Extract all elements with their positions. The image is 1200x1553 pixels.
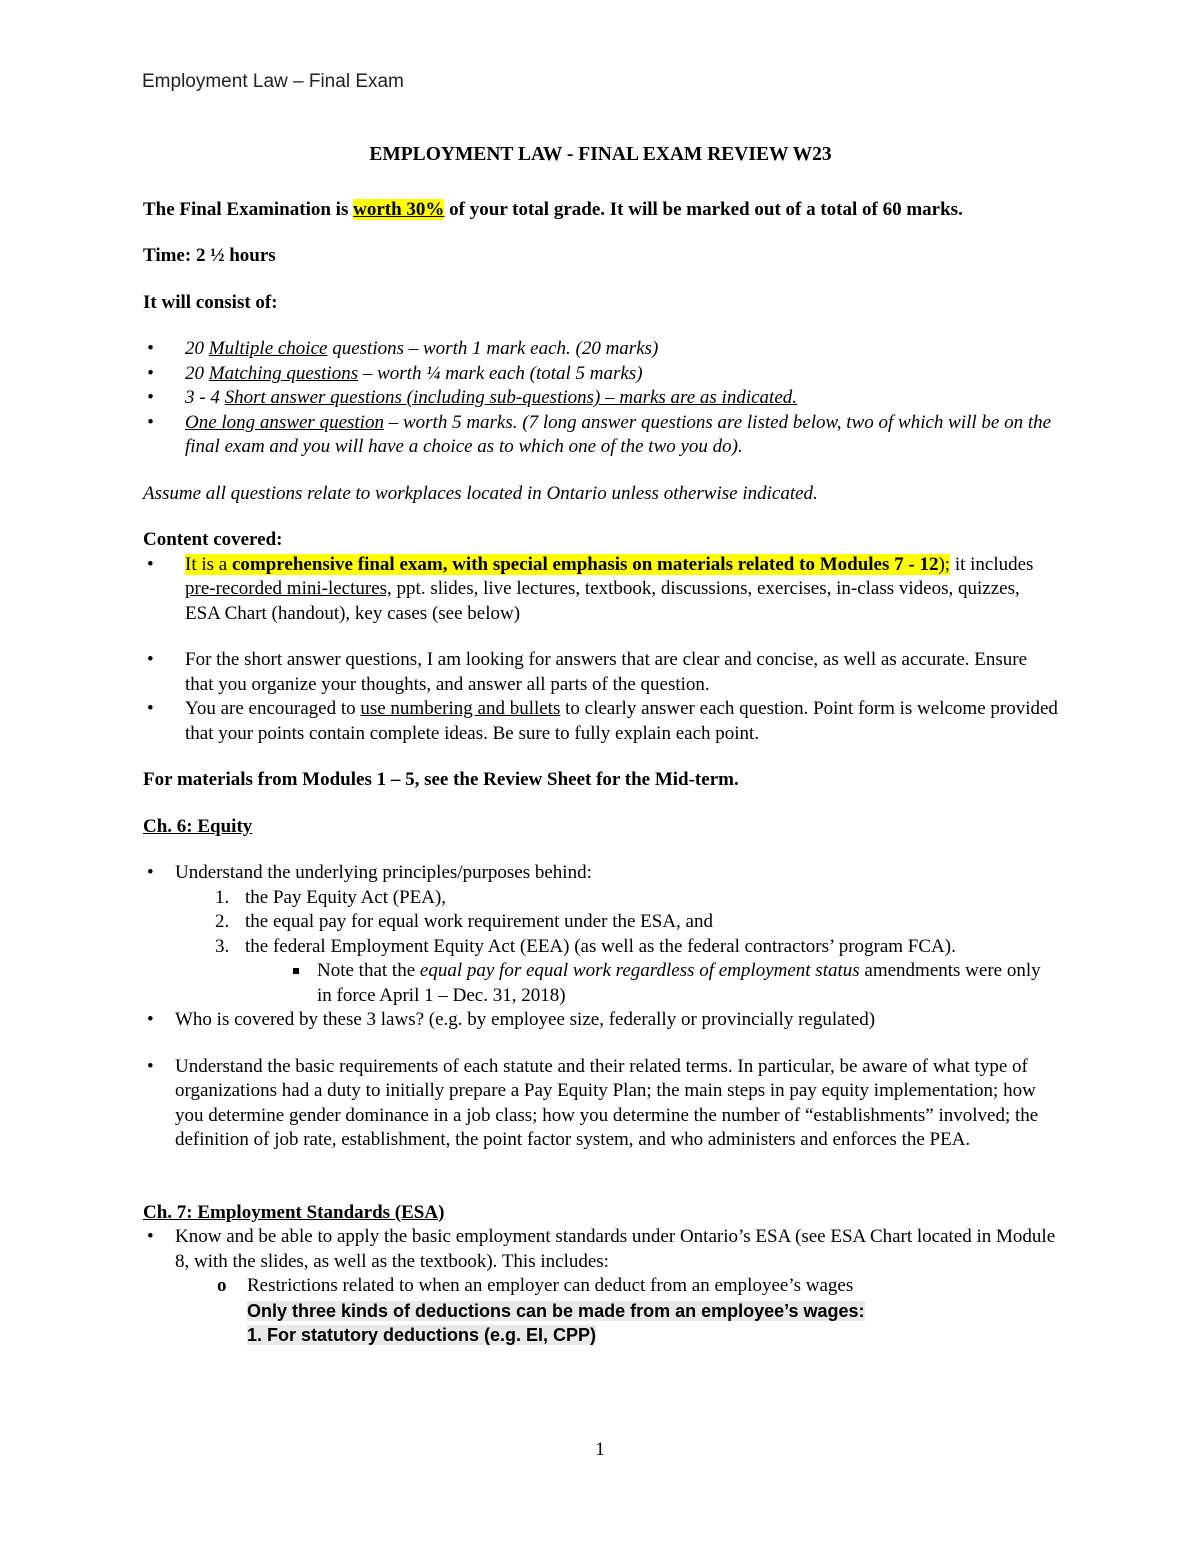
content-covered-heading: Content covered: <box>143 529 283 550</box>
list-item: • 3 - 4 Short answer questions (including sub-questions) – marks are as indicated. <box>143 386 1058 411</box>
answer-guidance-list <box>143 648 1058 746</box>
list-item: • Know and be able to apply the basic employment standards under Ontario’s ESA (see ESA Chart located in Module 8, with the slides, as well as the textbook). This includes: <box>143 1225 1058 1274</box>
ch7-list <box>143 1225 1058 1274</box>
list-item: • For the short answer questions, I am looking for answers that are clear and concise, as well as accurate. Ensure that you organize your thoughts, and answer all parts of the question. <box>143 648 1058 697</box>
list-item: • Understand the underlying principles/purposes behind: 1. the Pay Equity Act (PEA), 2. the equal pay for equal work requirement under the ESA, and 3. the federal Employment Equity Act (EEA) (as well as the federal contractors’ program FCA). Note that the equal pay for equal work regardless of employment status amendments were only in force April 1 – Dec. 31, 2018) <box>143 861 1058 1008</box>
list-item: 3. the federal Employment Equity Act (EEA) (as well as the federal contractors’ program FCA). <box>215 935 956 957</box>
page-header: Employment Law – Final Exam <box>142 71 404 92</box>
list-item: 2. the equal pay for equal work requirement under the ESA, and <box>215 911 713 932</box>
worth-highlight: worth 30% <box>353 198 445 220</box>
list-item: 1. the Pay Equity Act (PEA), <box>215 886 447 908</box>
ch6-heading: Ch. 6: Equity <box>143 815 253 837</box>
ch6-list-2 <box>143 1055 1058 1153</box>
ch6-list <box>143 861 1058 1033</box>
consist-heading: It will consist of: <box>143 291 278 313</box>
ch7-deduction-1: 1. For statutory deductions (e.g. EI, CPP) <box>247 1325 597 1345</box>
list-item: • Who is covered by these 3 laws? (e.g. by employee size, federally or provincially regulated) <box>143 1008 1058 1033</box>
ch6-numbered-list <box>175 886 1058 960</box>
exam-format-list <box>143 337 1058 460</box>
list-item: • One long answer question – worth 5 marks. (7 long answer questions are listed below, two of which will be on the final exam and you will have a choice as to which one of the two you do). <box>143 411 1058 460</box>
ch7-deductions-heading: Only three kinds of deductions can be made from an employee’s wages: <box>247 1300 865 1321</box>
ch6-note: Note that the equal pay for equal work regardless of employment status amendments were only in force April 1 – Dec. 31, 2018) <box>175 959 1058 1008</box>
ch7-sub-item: o Restrictions related to when an employer can deduct from an employee’s wages <box>217 1275 854 1296</box>
modules-note: For materials from Modules 1 – 5, see the Review Sheet for the Mid-term. <box>143 769 739 790</box>
content-covered-list <box>143 553 1058 627</box>
page-number: 1 <box>595 1439 605 1460</box>
intro-text-b: of your total grade. It will be marked out of a total of 60 marks. <box>444 198 963 220</box>
assume-note: Assume all questions relate to workplaces located in Ontario unless otherwise indicated. <box>143 482 818 504</box>
intro-paragraph <box>143 198 1058 223</box>
list-item: • It is a comprehensive final exam, with special emphasis on materials related to Modules 7 - 12); it includes pre-recorded mini-lectures, ppt. slides, live lectures, textbook, discussions, exercises, in-class videos, quizzes, ESA Chart (handout), key cases (see below) <box>143 553 1058 627</box>
time-line: Time: 2 ½ hours <box>143 245 276 266</box>
ch7-heading: Ch. 7: Employment Standards (ESA) <box>143 1201 445 1223</box>
intro-text-a: The Final Examination is <box>143 198 354 220</box>
list-item: • Understand the basic requirements of each statute and their related terms. In particular, be aware of what type of organizations had a duty to initially prepare a Pay Equity Plan; the main steps in pay equity implementation; how you determine gender dominance in a job class; how you determine the number of “establishments” involved; the definition of job rate, establishment, the point factor system, and who administers and enforces the PEA. <box>143 1055 1058 1153</box>
list-item: • 20 Matching questions – worth ¼ mark each (total 5 marks) <box>143 362 1058 387</box>
document-body <box>143 143 1058 1348</box>
list-item: • You are encouraged to use numbering and bullets to clearly answer each question. Point form is welcome provided that your points contain complete ideas. Be sure to fully explain each point. <box>143 697 1058 746</box>
page-title: EMPLOYMENT LAW - FINAL EXAM REVIEW W23 <box>369 144 832 165</box>
list-item: • 20 Multiple choice questions – worth 1 mark each. (20 marks) <box>143 337 1058 362</box>
